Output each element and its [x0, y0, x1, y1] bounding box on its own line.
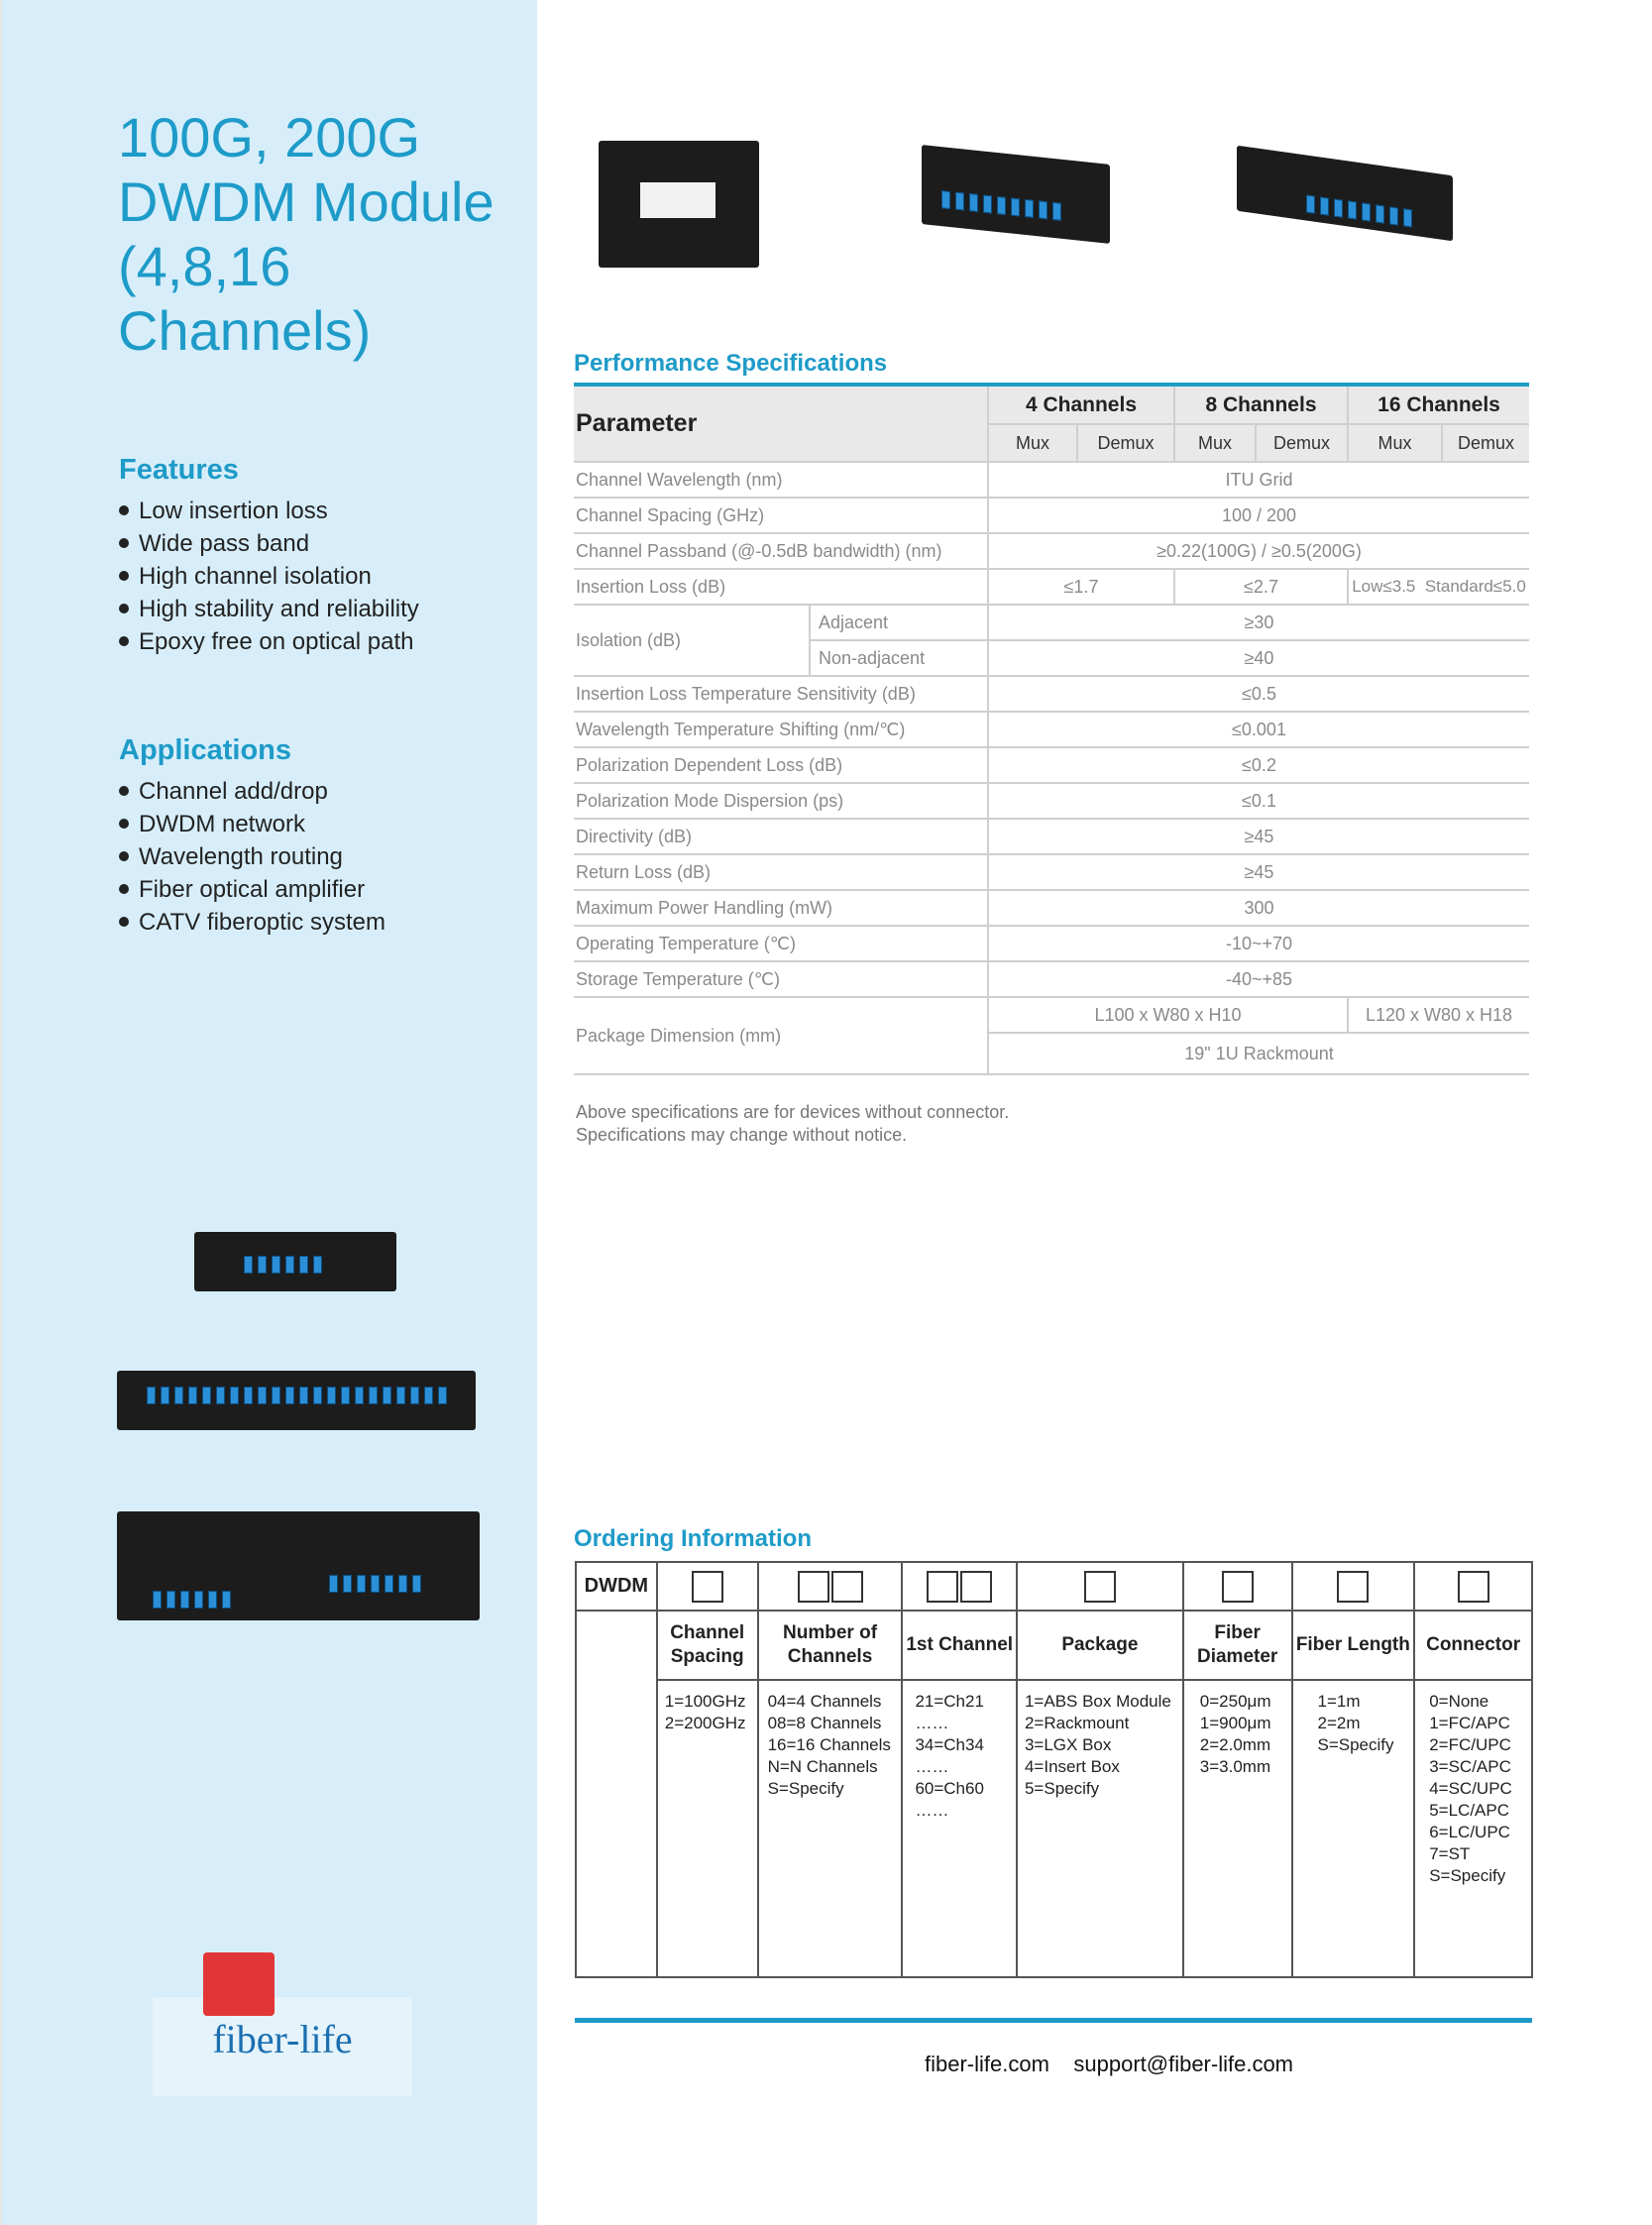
footer [925, 2052, 1293, 2077]
table-row: Maximum Power Handling (mW) 300 [574, 890, 1529, 926]
brand-name: fiber-life [212, 2017, 353, 2061]
ordering-heading: Ordering Information [574, 1525, 812, 1552]
code-box-channels [758, 1562, 903, 1611]
sidebar [0, 0, 537, 2225]
bullet-icon [119, 786, 129, 796]
performance-heading: Performance Specifications [574, 350, 888, 377]
list-item: High channel isolation [119, 560, 419, 593]
options-fiber-diameter: 0=250μm 1=900μm 2=2.0mm 3=3.0mm [1183, 1680, 1292, 1977]
column-header: Connector [1414, 1611, 1532, 1680]
parameter-header: Parameter [574, 385, 988, 462]
list-item: Channel add/drop [119, 775, 385, 808]
table-row: Polarization Dependent Loss (dB) ≤0.2 [574, 747, 1529, 783]
footer-website[interactable]: fiber-life.com [925, 2052, 1049, 2076]
table-row: Directivity (dB) ≥45 [574, 819, 1529, 854]
table-row: 19" 1U Rackmount [574, 1033, 1529, 1074]
performance-table [574, 383, 1529, 1075]
column-header: Fiber Diameter [1183, 1611, 1292, 1680]
table-row: Channel Passband (@-0.5dB bandwidth) (nm) ≥0.22(100G) / ≥0.5(200G) [574, 533, 1529, 569]
bullet-icon [119, 604, 129, 613]
features-heading: Features [119, 454, 239, 486]
table-row: Non-adjacent ≥40 [574, 640, 1529, 676]
list-item: DWDM network [119, 808, 385, 840]
header-16-channels: 16 Channels [1348, 385, 1529, 424]
mux-header: Mux [1174, 424, 1256, 462]
column-header: Number of Channels [758, 1611, 903, 1680]
code-box-package [1017, 1562, 1183, 1611]
mux-header: Mux [1348, 424, 1442, 462]
options-spacing: 1=100GHz 2=200GHz [657, 1680, 758, 1977]
product-image-rackmount-lid [117, 1511, 480, 1620]
product-image-rackmount-32 [117, 1371, 476, 1430]
column-header: Channel Spacing [657, 1611, 758, 1680]
product-image-abs-box [599, 141, 759, 268]
list-item: Wide pass band [119, 527, 419, 560]
table-row: Storage Temperature (℃) -40~+85 [574, 961, 1529, 997]
mux-header: Mux [988, 424, 1077, 462]
list-item: Fiber optical amplifier [119, 873, 385, 906]
header-4-channels: 4 Channels [988, 385, 1174, 424]
product-image-1u-rack [1237, 146, 1453, 242]
bullet-icon [119, 917, 129, 927]
bullet-icon [119, 884, 129, 894]
table-row: Return Loss (dB) ≥45 [574, 854, 1529, 890]
product-image-lgx-box [922, 145, 1110, 244]
footer-email[interactable]: support@fiber-life.com [1073, 2052, 1294, 2076]
header-8-channels: 8 Channels [1174, 385, 1348, 424]
options-package: 1=ABS Box Module 2=Rackmount 3=LGX Box 4=Insert Box 5=Specify [1017, 1680, 1183, 1977]
bullet-icon [119, 505, 129, 515]
list-item: CATV fiberoptic system [119, 906, 385, 939]
bullet-icon [119, 819, 129, 829]
table-row: Operating Temperature (℃) -10~+70 [574, 926, 1529, 961]
applications-list [119, 775, 385, 939]
list-item: Wavelength routing [119, 840, 385, 873]
column-header: 1st Channel [902, 1611, 1017, 1680]
features-list [119, 495, 419, 658]
code-box-spacing [657, 1562, 758, 1611]
code-box-connector [1414, 1562, 1532, 1611]
options-connector: 0=None 1=FC/APC 2=FC/UPC 3=SC/APC 4=SC/UPC 5=LC/APC 6=LC/UPC 7=ST S=Specify [1414, 1680, 1532, 1977]
demux-header: Demux [1442, 424, 1529, 462]
column-header: Fiber Length [1292, 1611, 1415, 1680]
table-row: Isolation (dB) Adjacent ≥30 [574, 605, 1529, 640]
list-item: High stability and reliability [119, 593, 419, 625]
ordering-prefix: DWDM [576, 1562, 657, 1611]
options-channels: 04=4 Channels 08=8 Channels 16=16 Channels N=N Channels S=Specify [758, 1680, 903, 1977]
bullet-icon [119, 636, 129, 646]
notes: Above specifications are for devices without connector. Specifications may change without notice. [576, 1102, 1010, 1145]
list-item: Low insertion loss [119, 495, 419, 527]
document-title: 100G, 200G DWDM Module (4,8,16 Channels) [118, 106, 495, 362]
code-box-fiber-diameter [1183, 1562, 1292, 1611]
demux-header: Demux [1256, 424, 1348, 462]
options-fiber-length: 1=1m 2=2m S=Specify [1292, 1680, 1415, 1977]
table-row: Insertion Loss (dB) ≤1.7 ≤2.7 Low≤3.5 Standard≤5.0 [574, 569, 1529, 605]
product-image-insert-box [194, 1232, 396, 1291]
footer-divider [575, 2018, 1532, 2023]
bullet-icon [119, 571, 129, 581]
applications-heading: Applications [119, 734, 292, 766]
column-header: Package [1017, 1611, 1183, 1680]
ordering-table [575, 1561, 1533, 1978]
fiber-life-logo-icon [203, 1952, 275, 2016]
bullet-icon [119, 538, 129, 548]
options-first-channel: 21=Ch21 …… 34=Ch34 …… 60=Ch60 …… [902, 1680, 1017, 1977]
demux-header: Demux [1077, 424, 1174, 462]
table-row: Channel Spacing (GHz) 100 / 200 [574, 498, 1529, 533]
list-item: Epoxy free on optical path [119, 625, 419, 658]
code-box-first-channel [902, 1562, 1017, 1611]
table-row: Polarization Mode Dispersion (ps) ≤0.1 [574, 783, 1529, 819]
table-row: Insertion Loss Temperature Sensitivity (dB) ≤0.5 [574, 676, 1529, 712]
table-row: Channel Wavelength (nm) ITU Grid [574, 462, 1529, 498]
code-box-fiber-length [1292, 1562, 1415, 1611]
bullet-icon [119, 851, 129, 861]
table-row: Package Dimension (mm) L100 x W80 x H10 L120 x W80 x H18 [574, 997, 1529, 1033]
table-row: Wavelength Temperature Shifting (nm/℃) ≤0.001 [574, 712, 1529, 747]
